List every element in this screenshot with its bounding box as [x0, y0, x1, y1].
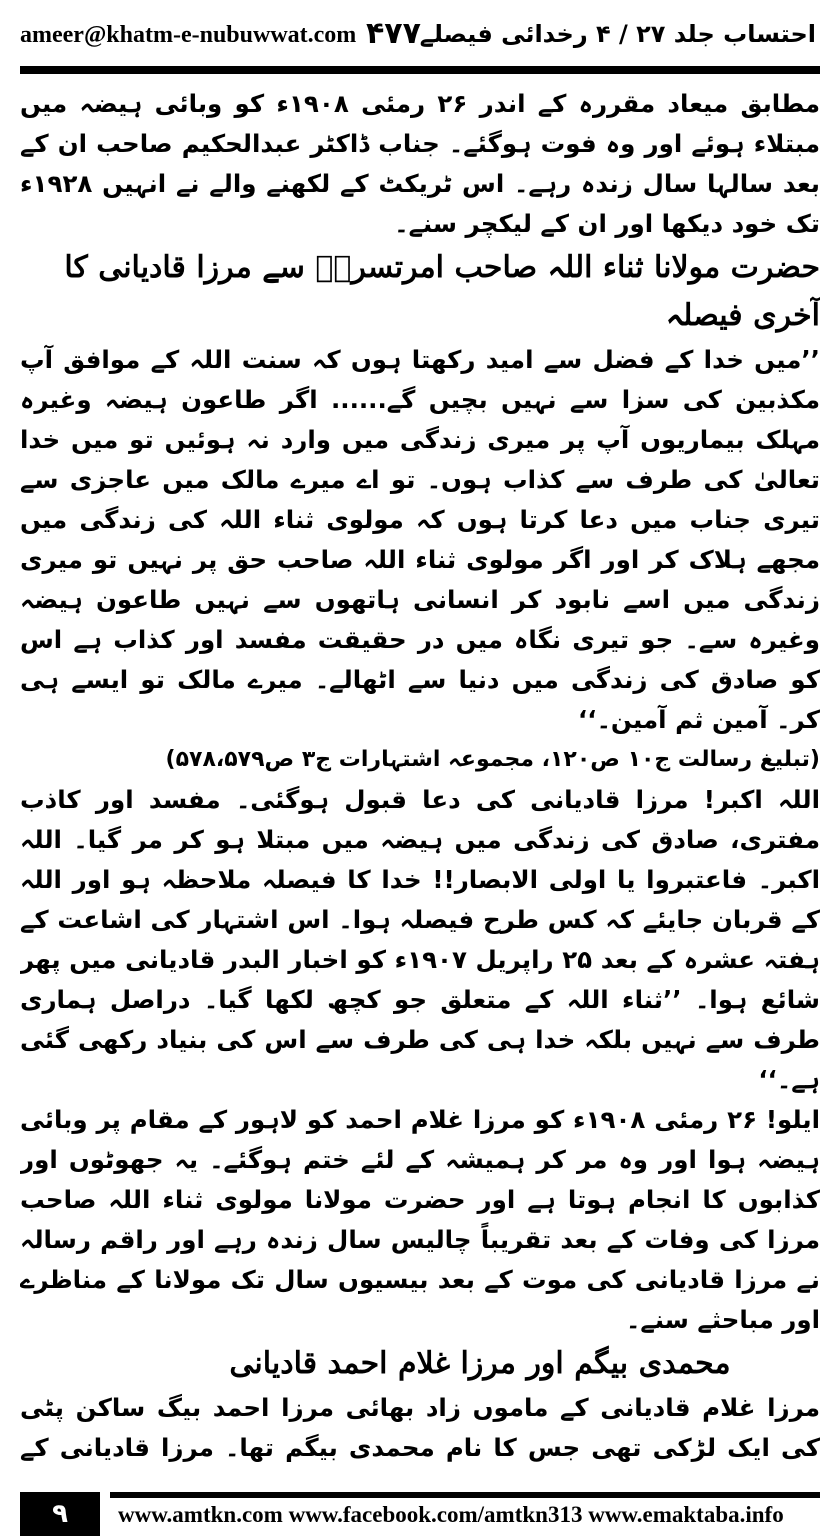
body-paragraph-3: ایلو! ۲۶ رمئی ۱۹۰۸ء کو مرزا غلام احمد کو لاہور کے مقام پر وبائی ہیضہ ہوا اور وہ مر کر ہمیشہ کے لئے ختم ہوگئے۔ یہ جھوٹوں اور کذابوں کا انجام ہوتا ہے اور حضرت مولانا مولوی ثناء اللہ صاحب مرزا کی وفات کے بعد تقریباً چالیس سال زندہ رہے اور راقم رسالہ نے مرزا قادیانی کی موت کے بعد بیسیوں سال تک مولانا کے مناظرے اور مباحثے سنے۔: [20, 1105, 820, 1334]
header-email: ameer@khatm-e-nubuwwat.com: [20, 22, 357, 48]
header-page-number: ۴۷۷: [366, 16, 421, 51]
page-footer: [20, 1492, 820, 1536]
header-book-title: احتساب جلد ۲۷ / ۴ رخدائی فیصلے: [419, 20, 816, 48]
page-header: [20, 14, 820, 64]
page-body: [20, 84, 820, 1464]
citation-text: (تبلیغ رسالت ج۱۰ ص۱۲۰، مجموعہ اشتہارات ج۳ ص۵۷۸،۵۷۹): [165, 747, 820, 772]
body-paragraph-2: اللہ اکبر! مرزا قادیانی کی دعا قبول ہوگئی۔ مفسد اور کاذب مفتری، صادق کی زندگی میں ہیضہ میں مبتلا ہو کر مر گیا۔ اللہ اکبر۔ فاعتبروا یا اولی الابصار!! خدا کا فیصلہ ملاحظہ ہو اور اللہ کے قربان جایئے کہ کس طرح فیصلہ ہوا۔ اس اشتہار کی اشاعت کے ہفتہ عشرہ کے بعد ۲۵ راپریل ۱۹۰۷ء کو اخبار البدر قادیانی میں پھر شائع ہوا۔ ’’ثناء اللہ کے متعلق جو کچھ لکھا گیا۔ دراصل ہماری طرف سے نہیں بلکہ خدا ہی کی طرف سے اس کی بنیاد رکھی گئی ہے۔‘‘: [20, 785, 820, 1094]
footer-page-number: ۹: [20, 1492, 100, 1536]
citation: [20, 740, 820, 780]
footer-rule: [110, 1492, 820, 1498]
footer-links: www.amtkn.com www.facebook.com/amtkn313 www.emaktaba.info: [118, 1502, 784, 1527]
body-paragraph-4: مرزا غلام قادیانی کے ماموں زاد بھائی مرزا احمد بیگ ساکن پٹی کی ایک لڑکی تھی جس کا نام محمدی بیگم تھا۔ مرزا قادیانی کے: [20, 1393, 820, 1462]
section-heading-1: حضرت مولانا ثناء اللہ صاحب امرتسریؒ سے مرزا قادیانی کا آخری فیصلہ: [64, 250, 820, 333]
body-paragraph-1: مطابق میعاد مقررہ کے اندر ۲۶ رمئی ۱۹۰۸ء کو وبائی ہیضہ میں مبتلاء ہوئے اور وہ فوت ہوگئے۔ جناب ڈاکٹر عبدالحکیم صاحب ان کے بعد سالہا سال زندہ رہے۔ اس ٹریکٹ کے لکھنے والے نے انہیں ۱۹۲۸ء تک خود دیکھا اور ان کے لیکچر سنے۔: [20, 89, 820, 238]
header-rule: [20, 66, 820, 74]
section-heading-2: محمدی بیگم اور مرزا غلام احمد قادیانی: [229, 1346, 731, 1381]
quote-paragraph: ’’میں خدا کے فضل سے امید رکھتا ہوں کہ سنت اللہ کے موافق آپ مکذبین کی سزا سے نہیں بچیں گے...... اگر طاعون ہیضہ وغیرہ مہلک بیماریوں آپ پر میری زندگی میں وارد نہ ہوئیں تو میں خدا تعالیٰ کی طرف سے کذاب ہوں۔ تو اے میرے مالک میں عاجزی سے تیری جناب میں دعا کرتا ہوں کہ مولوی ثناء اللہ کی زندگی میں مجھے ہلاک کر اور اگر مولوی ثناء اللہ صاحب حق پر نہیں تو میری زندگی میں اسے نابود کر انسانی ہاتھوں سے نہیں طاعون ہیضہ وغیرہ سے۔ جو تیری نگاہ میں در حقیقت مفسد اور کذاب ہے اس کو صادق کی زندگی میں دنیا سے اٹھالے۔ میرے مالک تو ایسے ہی کر۔ آمین ثم آمین۔‘‘: [20, 345, 820, 734]
